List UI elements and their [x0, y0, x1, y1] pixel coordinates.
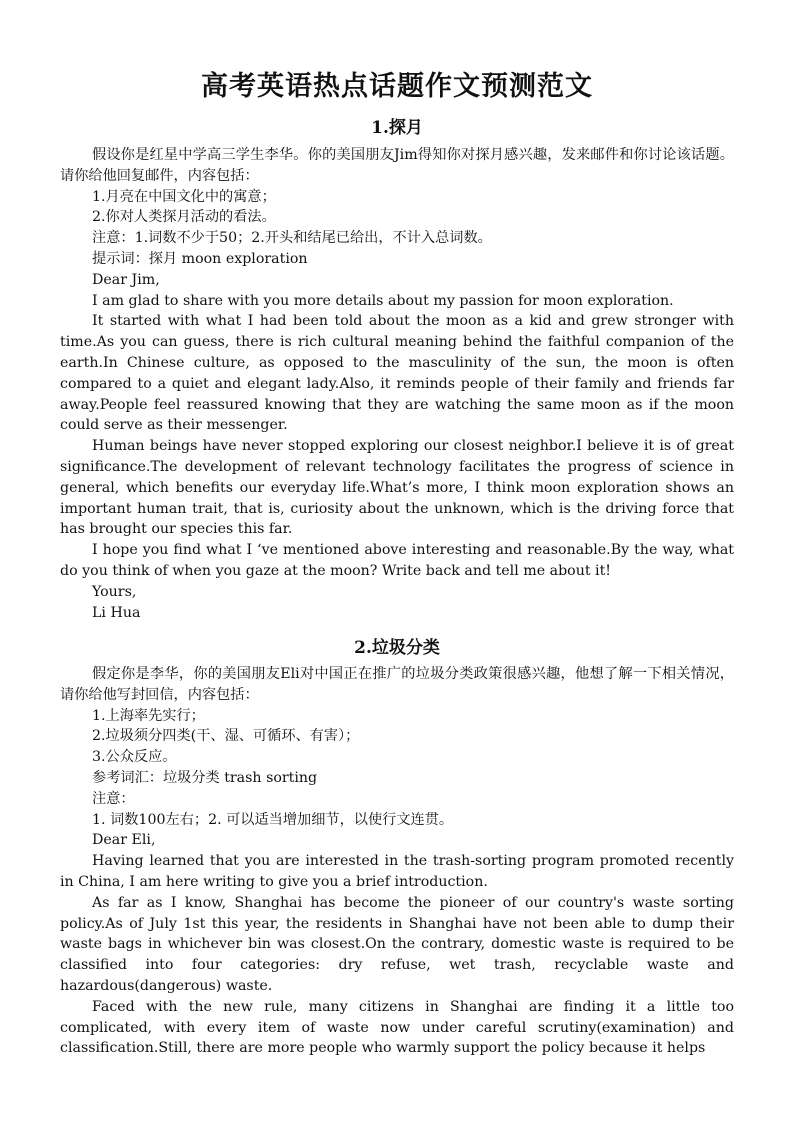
- section-1-heading: 1.探月: [371, 118, 423, 138]
- section-2-body: [60, 664, 734, 1059]
- section-2-point: 2.垃圾须分四类(干、湿、可循环、有害）；: [92, 728, 360, 745]
- section-1-salutation: Dear Jim,: [92, 271, 160, 288]
- section-2-paragraph: Having learned that you are interested in the trash-sorting program promoted recently in China, I am here writing to give you a brief introduction.: [60, 853, 734, 890]
- section-1-paragraph: I hope you find what I ‘ve mentioned above interesting and reasonable.By the way, what do you think of when you gaze at the moon? Write back and tell me about it!: [60, 542, 734, 579]
- section-1-closing: Yours,: [92, 583, 137, 600]
- section-2-hint: 参考词汇：垃圾分类 trash sorting: [92, 769, 318, 786]
- section-1-note: 注意：1.词数不少于50；2.开头和结尾已给出，不计入总词数。: [92, 230, 492, 247]
- section-2-note-label: 注意：: [92, 790, 135, 807]
- section-2-point: 1.上海率先实行；: [92, 707, 205, 724]
- section-1-hint: 提示词：探月 moon exploration: [92, 250, 308, 267]
- section-1-prompt: 假设你是红星中学高三学生李华。你的美国朋友Jim得知你对探月感兴趣，发来邮件和你讨论该话题。请你给他回复邮件，内容包括：: [60, 147, 734, 184]
- section-2-point: 3.公众反应。: [92, 749, 177, 766]
- section-2-note: 1. 词数100左右；2. 可以适当增加细节，以使行文连贯。: [92, 811, 454, 828]
- document-title: 高考英语热点话题作文预测范文: [201, 71, 593, 102]
- section-2-paragraph: As far as I know, Shanghai has become the pioneer of our country's waste sorting policy.As of July 1st this year, the residents in Shanghai have not been able to dump their waste bags in whichever bin was closest.On the contrary, domestic waste is required to be classified into four categories: dry refuse, wet trash, recyclable waste and hazardous(dangerous) waste.: [60, 894, 734, 994]
- section-2-heading: 2.垃圾分类: [354, 638, 440, 658]
- section-1-signature: Li Hua: [92, 604, 141, 621]
- section-2-paragraph: Faced with the new rule, many citizens in Shanghai are finding it a little too complicated, with every item of waste now under careful scrutiny(examination) and classification.Still, there are more people who warmly support the policy because it helps: [60, 998, 734, 1057]
- section-1-paragraph: Human beings have never stopped exploring our closest neighbor.I believe it is of great significance.The development of relevant technology facilitates the progress of science in general, which benefits our everyday life.What’s more, I think moon exploration shows an important human trait, that is, curiosity about the unknown, which is the driving force that has brought our species this far.: [60, 438, 734, 538]
- section-1-paragraph: I am glad to share with you more details about my passion for moon exploration.: [92, 292, 674, 309]
- section-2-salutation: Dear Eli,: [92, 832, 156, 849]
- section-1-body: [60, 145, 734, 623]
- section-1-point: 1.月亮在中国文化中的寓意；: [92, 188, 276, 205]
- section-1-point: 2.你对人类探月活动的看法。: [92, 209, 276, 226]
- section-2-prompt: 假定你是李华，你的美国朋友Eli对中国正在推广的垃圾分类政策很感兴趣，他想了解一下相关情况，请你给他写封回信，内容包括：: [60, 666, 734, 703]
- section-1-paragraph: It started with what I had been told about the moon as a kid and grew stronger with time.As you can guess, there is rich cultural meaning behind the faithful companion of the earth.In Chinese culture, as opposed to the masculinity of the sun, the moon is often compared to a quiet and elegant lady.Also, it reminds people of their family and friends far away.People feel reassured knowing that they are watching the same moon as if the moon could serve as their messenger.: [60, 313, 734, 434]
